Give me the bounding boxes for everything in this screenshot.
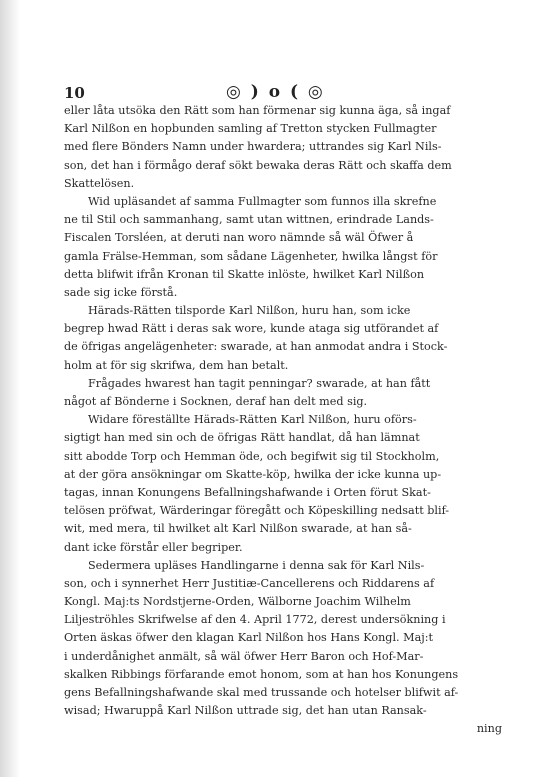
text-line: Liljeströhles Skrifwelse af den 4. April 1772, derest undersökning i xyxy=(64,613,446,627)
text-line: Karl Nilßon en hopbunden samling af Tretton stycken Fullmagter xyxy=(64,122,437,136)
text-line: Widare föreställte Härads-Rätten Karl Nilßon, huru oförs- xyxy=(88,413,417,427)
text-line: at der göra ansökningar om Skatte-köp, hwilka der icke kunna up- xyxy=(64,467,442,481)
page-number: 10 xyxy=(64,84,85,102)
text-line: telösen pröfwat, Wärderingar föregått och Köpeskilling nedsatt blif- xyxy=(64,504,450,518)
text-line: detta blifwit ifrån Kronan til Skatte inlöste, hwilket Karl Nilßon xyxy=(64,267,425,281)
text-line: sigtigt han med sin och de öfrigas Rätt handlat, då han lämnat xyxy=(64,431,420,445)
text-line: eller låta utsöka den Rätt som han förmenar sig kunna äga, så ingaf xyxy=(64,104,451,117)
page-edge-shadow xyxy=(0,0,20,777)
text-line: sade sig icke förstå. xyxy=(64,285,178,299)
text-line: Frågades hwarest han tagit penningar? swarade, at han fått xyxy=(88,376,431,390)
header-ornament: ◎ ) o ( ◎ xyxy=(226,82,325,102)
text-line: ne til Stil och sammanhang, samt utan wittnen, erindrade Lands- xyxy=(64,213,434,227)
text-line: Härads-Rätten tilsporde Karl Nilßon, huru han, som icke xyxy=(88,304,411,318)
text-line: Kongl. Maj:ts Nordstjerne-Orden, Wälborne Joachim Wilhelm xyxy=(64,595,411,609)
text-line: de öfrigas angelägenheter: swarade, at han anmodat andra i Stock- xyxy=(64,340,448,354)
text-line: skalken Ribbings förfarande emot honom, som at han hos Konungens xyxy=(64,667,459,681)
text-line: gamla Frälse-Hemman, som sådane Lägenheter, hwilka långst för xyxy=(64,249,438,263)
text-line: Skattelösen. xyxy=(64,176,135,190)
text-line: dant icke förstår eller begriper. xyxy=(64,540,243,554)
text-line: son, det han i förmågo deraf sökt bewaka deras Rätt och skaffa dem xyxy=(64,158,452,172)
text-line: Orten äskas öfwer den klagan Karl Nilßon hos Hans Kongl. Maj:t xyxy=(64,631,433,645)
text-line: wit, med mera, til hwilket alt Karl Nilßon swarade, at han så- xyxy=(64,522,412,536)
page-header xyxy=(64,80,494,102)
text-line: Sedermera upläses Handlingarne i denna sak för Karl Nils- xyxy=(88,558,425,572)
text-line: son, och i synnerhet Herr Justitiæ-Cancellerens och Riddarens af xyxy=(64,576,435,590)
text-line: holm at för sig skrifwa, dem han betalt. xyxy=(64,358,289,372)
text-line: ning xyxy=(476,722,502,736)
text-line: med flere Bönders Namn under hwardera; uttrandes sig Karl Nils- xyxy=(64,140,442,154)
text-line: sitt abodde Torp och Hemman öde, och begifwit sig til Stockholm, xyxy=(64,449,440,463)
document-body xyxy=(64,102,502,739)
text-line: Wid upläsandet af samma Fullmagter som funnos illa skrefne xyxy=(88,194,437,208)
text-line: gens Befallningshafwande skal med trussande och hotelser blifwit af- xyxy=(64,686,459,699)
text-line: Fiscalen Torsléen, at deruti nan woro nämnde så wäl Öfwer å xyxy=(64,231,414,245)
text-line: wisad; Hwaruppå Karl Nilßon uttrade sig, det han utan Ransak- xyxy=(64,704,427,718)
text-line: i underdånighet anmält, så wäl öfwer Herr Baron och Hof-Mar- xyxy=(64,649,424,663)
text-line: något af Bönderne i Socknen, deraf han delt med sig. xyxy=(64,395,368,408)
text-line: tagas, innan Konungens Befallningshafwande i Orten förut Skat- xyxy=(64,485,431,499)
text-line: begrep hwad Rätt i deras sak wore, kunde ataga sig utförandet af xyxy=(64,322,439,336)
